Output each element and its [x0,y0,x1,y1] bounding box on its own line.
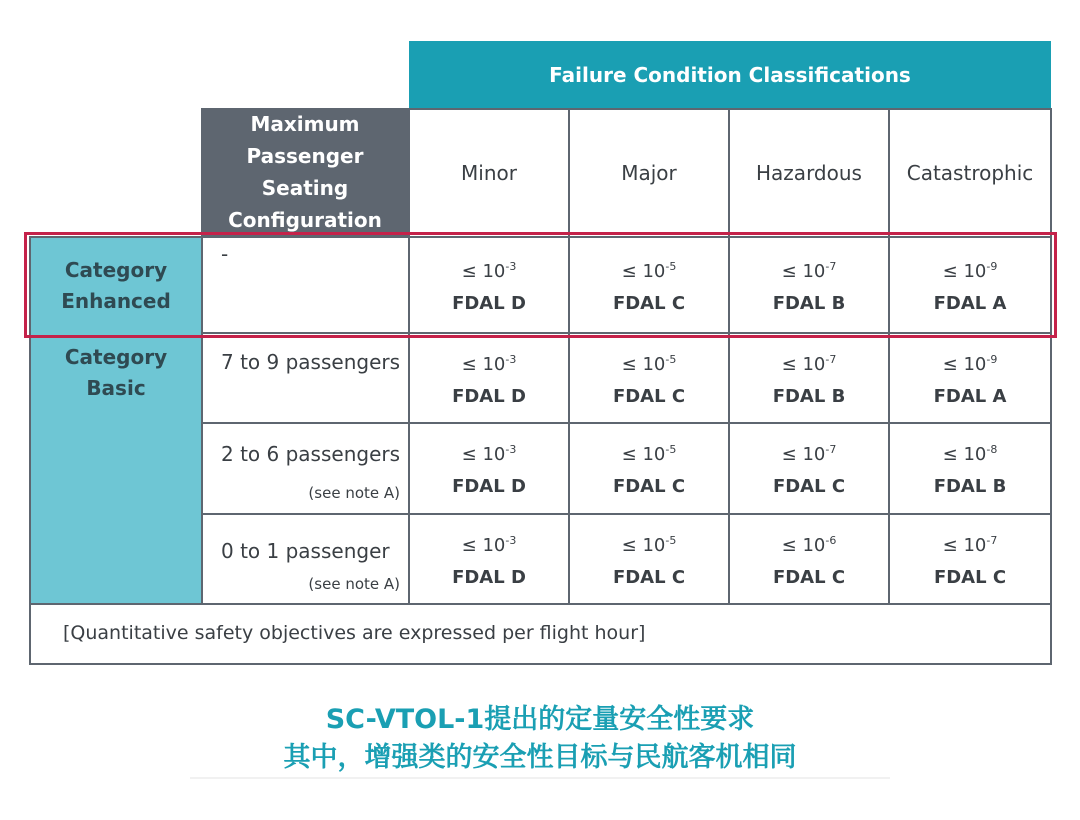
fdal-value: FDAL D [452,385,526,407]
value-cell [568,422,730,515]
fdal-value: FDAL C [772,476,846,497]
seating-config-header-label: Maximum Passenger Seating Configuration [228,112,382,232]
value-cell [568,332,730,424]
row-label-0-to-1 [201,513,410,605]
value-cell [888,332,1052,424]
category-basic-label: Category Basic [64,345,168,400]
fdal-value: FDAL C [772,566,846,588]
table-footer [29,603,1052,665]
value-cell [888,513,1052,605]
probability-value: ≤ $10^{-7}$ [781,352,837,375]
fdal-value: FDAL C [612,292,686,314]
fdal-value: FDAL B [772,385,846,407]
fdal-value: FDAL C [612,476,686,497]
failure-condition-header [409,41,1051,108]
fdal-value: FDAL B [933,476,1007,497]
table-footer-text: [Quantitative safety objectives are expressed per flight hour] [63,622,646,644]
fdal-value: FDAL D [452,566,526,588]
category-enhanced-label: Category Enhanced [61,258,171,313]
probability-value: ≤ $10^{-5}$ [621,259,677,282]
value-cell [408,513,570,605]
probability-value: ≤ $10^{-9}$ [942,352,998,375]
value-cell [728,513,890,605]
fdal-value: FDAL C [612,566,686,588]
column-header-minor [408,108,570,238]
fdal-value: FDAL D [452,476,526,497]
probability-value: ≤ $10^{-3}$ [461,443,517,465]
probability-value: ≤ $10^{-8}$ [942,443,998,465]
value-cell [408,332,570,424]
probability-value: ≤ $10^{-7}$ [942,533,998,556]
caption-line-2: 其中，增强类的安全性目标与民航客机相同 [283,742,797,773]
value-cell [728,422,890,515]
fdal-value: FDAL B [772,292,846,314]
column-header-label: Minor [461,161,517,185]
category-basic-cell [29,332,203,605]
value-cell [888,422,1052,515]
column-header-catastrophic [888,108,1052,238]
fdal-value: FDAL C [612,385,686,407]
column-header-hazardous [728,108,890,238]
enhanced-row-highlight [24,232,1057,338]
caption-line-1: SC-VTOL-1提出的定量安全性要求 [325,704,755,735]
fdal-value: FDAL A [933,385,1007,407]
fdal-value: FDAL C [933,566,1007,588]
probability-value: ≤ $10^{-7}$ [781,443,837,465]
column-header-major [568,108,730,238]
probability-value: ≤ $10^{-3}$ [461,259,517,282]
row-label-text: - [221,242,229,266]
probability-value: ≤ $10^{-5}$ [621,533,677,556]
see-note-a: (see note A) [308,575,400,593]
probability-value: ≤ $10^{-5}$ [621,352,677,375]
row-label-2-to-6 [201,422,410,515]
probability-value: ≤ $10^{-3}$ [461,533,517,556]
value-cell [728,332,890,424]
probability-value: ≤ $10^{-6}$ [781,533,837,556]
row-label-text: 2 to 6 passengers [221,442,401,466]
row-label-7-to-9 [201,332,410,424]
probability-value: ≤ $10^{-9}$ [942,259,998,282]
probability-value: ≤ $10^{-5}$ [621,443,677,465]
caption-underline [190,777,890,779]
probability-value: ≤ $10^{-7}$ [781,259,837,282]
column-header-label: Major [621,161,677,185]
probability-value: ≤ $10^{-3}$ [461,352,517,375]
failure-condition-header-label: Failure Condition Classifications [549,62,911,87]
fdal-value: FDAL A [933,292,1007,314]
value-cell [568,513,730,605]
column-header-label: Catastrophic [906,161,1034,185]
row-label-text: 0 to 1 passenger [221,539,390,563]
column-header-label: Hazardous [756,161,862,185]
value-cell [408,422,570,515]
see-note-a: (see note A) [308,484,400,502]
seating-config-header [201,108,409,236]
fdal-value: FDAL D [452,292,526,314]
row-label-text: 7 to 9 passengers [221,350,401,374]
